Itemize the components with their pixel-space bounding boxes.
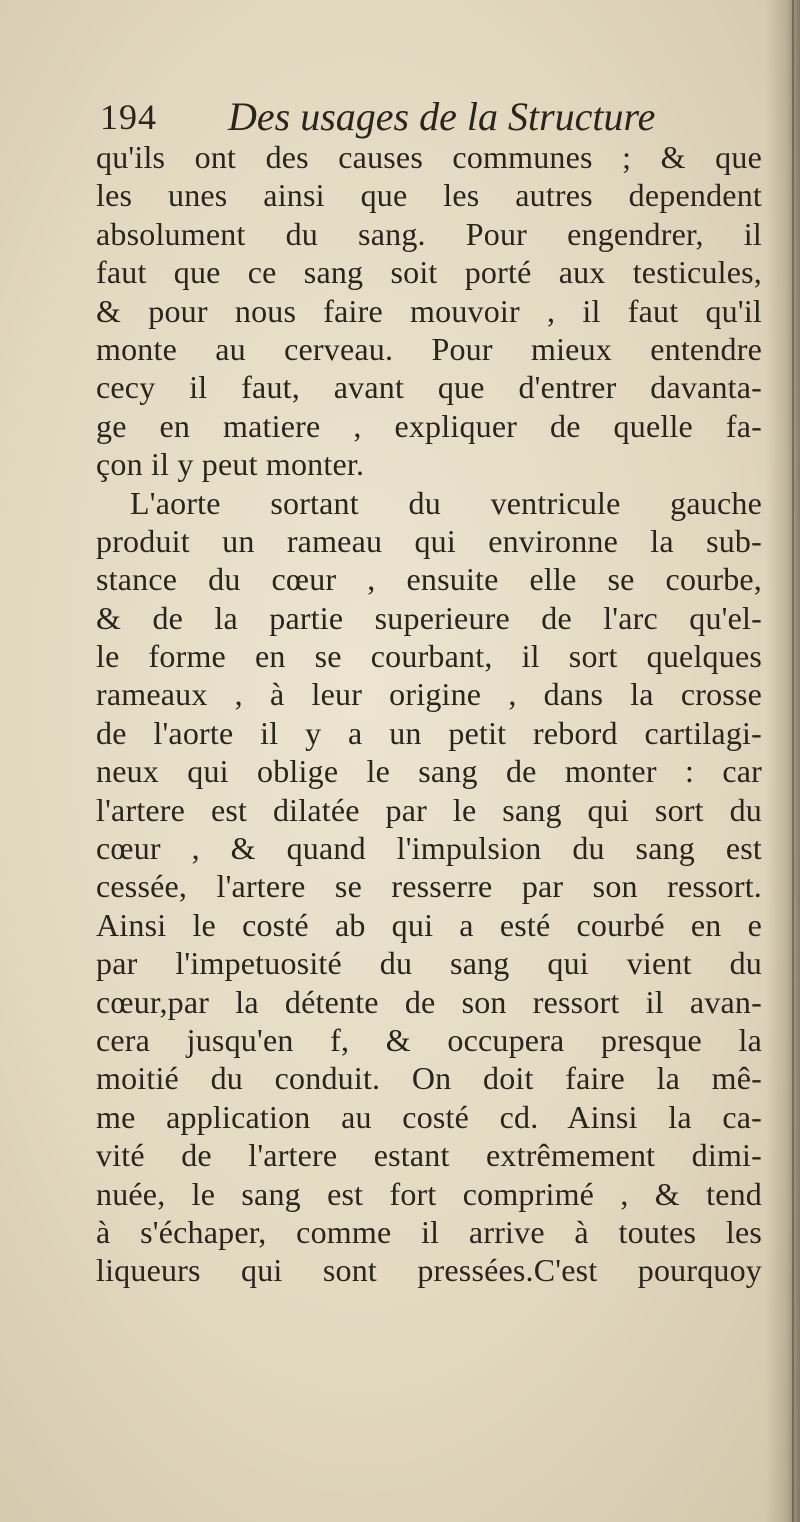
text-line: cœur,par la détente de son ressort il avan-: [96, 983, 762, 1020]
page-header: [100, 92, 740, 142]
text-line: neux qui oblige le sang de monter : car: [96, 753, 762, 790]
text-line: à s'échaper, comme il arrive à toutes les: [96, 1213, 762, 1250]
text-line: & de la partie superieure de l'arc qu'el-: [96, 599, 762, 636]
text-line: cessée, l'artere se resserre par son ressort.: [96, 868, 762, 905]
text-line: faut que ce sang soit porté aux testicules,: [96, 254, 762, 291]
text-line-paragraph-end: çon il y peut monter.: [96, 446, 365, 483]
page-edge-shadow: [766, 0, 800, 1522]
text-line: cecy il faut, avant que d'entrer davanta-: [96, 369, 762, 406]
text-line: les unes ainsi que les autres dependent: [96, 177, 762, 214]
text-line-paragraph-start: L'aorte sortant du ventricule gauche: [130, 484, 762, 521]
text-line: de l'aorte il y a un petit rebord cartilagi-: [96, 714, 762, 751]
text-line: stance du cœur , ensuite elle se courbe,: [96, 561, 762, 598]
text-line: cera jusqu'en f, & occupera presque la: [96, 1021, 762, 1058]
text-line: produit un rameau qui environne la sub-: [96, 522, 762, 559]
text-line: l'artere est dilatée par le sang qui sort du: [96, 791, 762, 828]
text-line: ge en matiere , expliquer de quelle fa-: [96, 407, 762, 444]
text-line: nuée, le sang est fort comprimé , & tend: [96, 1175, 762, 1212]
page-edge-line: [792, 0, 794, 1522]
running-title: Des usages de la Structure: [228, 94, 656, 139]
page-number: 194: [100, 97, 157, 137]
text-line: me application au costé cd. Ainsi la ca-: [96, 1098, 762, 1135]
text-line: le forme en se courbant, il sort quelques: [96, 638, 762, 675]
body-text: [96, 138, 762, 1290]
text-line: cœur , & quand l'impulsion du sang est: [96, 830, 762, 867]
text-line: monte au cerveau. Pour mieux entendre: [96, 330, 762, 367]
text-line: moitié du conduit. On doit faire la mê-: [96, 1060, 762, 1097]
text-line: rameaux , à leur origine , dans la crosse: [96, 676, 762, 713]
text-line: liqueurs qui sont pressées.C'est pourquoy: [96, 1252, 762, 1289]
text-line: & pour nous faire mouvoir , il faut qu'il: [96, 292, 762, 329]
text-line: par l'impetuosité du sang qui vient du: [96, 945, 762, 982]
text-line: vité de l'artere estant extrêmement dimi-: [96, 1137, 762, 1174]
text-line: absolument du sang. Pour engendrer, il: [96, 215, 762, 252]
text-line: Ainsi le costé ab qui a esté courbé en e: [96, 906, 762, 943]
text-line: qu'ils ont des causes communes ; & que: [96, 139, 762, 175]
